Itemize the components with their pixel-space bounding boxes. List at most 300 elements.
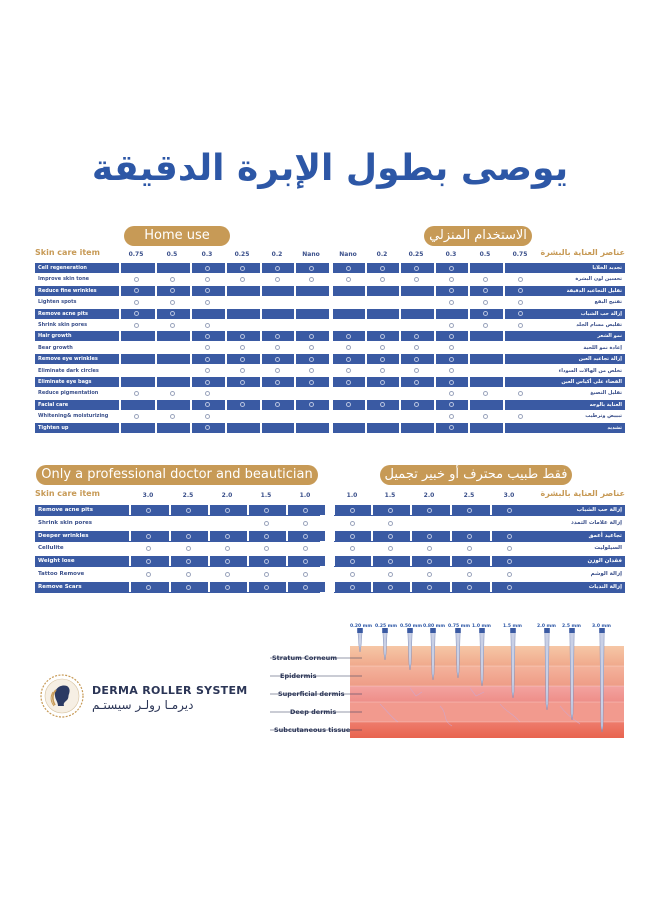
home-use-pill: Home use [124,226,230,246]
table-row [35,556,320,567]
table-row [35,331,325,341]
row-label: Remove Scars [38,583,82,590]
cell-divider [434,309,469,319]
column-header: 0.2 [271,251,283,258]
cell-divider [503,331,538,341]
recommended-dot-icon [388,534,393,539]
recommended-dot-icon [380,334,385,339]
recommended-dot-icon [518,311,523,316]
row-label: Facial care [38,401,69,408]
recommended-dot-icon [225,585,230,590]
page-title: يوصى بطول الإبرة الدقيقة [91,148,569,189]
recommended-dot-icon [467,546,472,551]
recommended-dot-icon [186,546,191,551]
recommended-dot-icon [205,288,210,293]
recommended-dot-icon [449,414,454,419]
row-label: إزالة حب الشباب [576,507,622,513]
recommended-dot-icon [388,521,393,526]
table-row [35,569,320,580]
item-header: عناصر العناية بالبشرة [540,248,625,257]
cell-divider [294,286,329,296]
row-label: العناية بالوجه [589,401,622,408]
table-row [334,411,625,421]
layer-label-subcutaneous-tissue: Subcutaneous tissue [274,726,351,734]
recommended-dot-icon [388,572,393,577]
row-label: إزالة الوشم [590,571,622,577]
recommended-dot-icon [309,357,314,362]
recommended-dot-icon [170,288,175,293]
cell-divider [119,263,154,273]
recommended-dot-icon [205,380,210,385]
recommended-dot-icon [380,380,385,385]
recommended-dot-icon [518,414,523,419]
recommended-dot-icon [518,277,523,282]
recommended-dot-icon [414,402,419,407]
recommended-dot-icon [205,345,210,350]
recommended-dot-icon [134,277,139,282]
row-label: إزالة تجاعيد العين [578,356,622,363]
cell-divider [155,331,190,341]
column-header: 1.5 [384,492,396,499]
table-row [334,354,625,364]
recommended-dot-icon [380,402,385,407]
cell-divider [503,354,538,364]
recommended-dot-icon [170,323,175,328]
recommended-dot-icon [146,559,151,564]
recommended-dot-icon [427,534,432,539]
row-label: إعادة نمو اللحية [583,344,622,351]
recommended-dot-icon [170,414,175,419]
cell-divider [468,377,503,387]
needle-size-label: 2.0 mm [537,624,556,629]
needle-size-label: 2.5 mm [562,624,581,629]
recommended-dot-icon [240,368,245,373]
row-label: تفتيح البقع [594,299,622,306]
layer-label-superficial-dermis: Superficial dermis [278,690,345,698]
row-label: نمو الشعر [597,333,622,340]
recommended-dot-icon [240,380,245,385]
recommended-dot-icon [507,572,512,577]
needle-size-label: 0.75 mm [448,624,471,629]
cell-divider [119,331,154,341]
column-header: Nano [302,251,320,258]
recommended-dot-icon [467,534,472,539]
recommended-dot-icon [264,534,269,539]
column-header: 1.0 [346,492,358,499]
row-label: Reduce pigmentation [38,390,99,397]
table-row [35,274,325,284]
row-label: تقليل التصبغ [590,390,622,397]
recommended-dot-icon [275,380,280,385]
recommended-dot-icon [309,334,314,339]
cell-divider [190,309,225,319]
recommended-dot-icon [225,572,230,577]
recommended-dot-icon [350,559,355,564]
table-row [35,366,325,376]
recommended-dot-icon [146,546,151,551]
row-label: Bear growth [38,344,73,351]
recommended-dot-icon [449,266,454,271]
cell-divider [155,400,190,410]
row-label: تشديد [607,424,622,431]
table-row [35,309,325,319]
needle-size-label: 0.20 mm [350,624,373,629]
cell-divider [468,400,503,410]
row-label: Lighten spots [38,299,77,306]
cell-divider [260,309,295,319]
cell-divider [119,377,154,387]
recommended-dot-icon [380,266,385,271]
table-row [35,320,325,330]
table-row [35,354,325,364]
needle-size-label: 0.50 mm [400,624,423,629]
item-header: Skin care item [35,489,100,498]
recommended-dot-icon [186,534,191,539]
recommended-dot-icon [467,559,472,564]
recommended-dot-icon [414,277,419,282]
recommended-dot-icon [186,572,191,577]
recommended-dot-icon [346,368,351,373]
needle-size-label: 0.80 mm [423,624,446,629]
recommended-dot-icon [346,334,351,339]
recommended-dot-icon [275,402,280,407]
recommended-dot-icon [205,323,210,328]
recommended-dot-icon [309,368,314,373]
row-label: Eliminate dark circles [38,367,99,374]
professional-pill: Only a professional doctor and beautician [36,465,318,485]
row-label: Hair growth [38,333,72,340]
layer-label-stratum-corneum: Stratum Corneum [272,654,338,662]
recommended-dot-icon [264,521,269,526]
row-label: Tighten up [38,424,69,431]
table-row [334,569,625,580]
table-row [35,263,325,273]
column-header: 0.5 [479,251,491,258]
column-header: 1.0 [299,492,311,499]
home-use-pill-ar: الاستخدام المنزلي [424,226,532,246]
cell-divider [365,423,400,433]
recommended-dot-icon [134,414,139,419]
row-label: Cellulite [38,545,64,552]
recommended-dot-icon [380,357,385,362]
recommended-dot-icon [483,323,488,328]
table-row [334,343,625,353]
cell-divider [155,377,190,387]
recommended-dot-icon [427,559,432,564]
cell-divider [399,309,434,319]
item-header: عناصر العناية بالبشرة [540,489,625,498]
row-label: القضاء على أكياس العين [561,379,622,385]
row-label: تخلص من الهالات السوداء [558,367,622,374]
recommended-dot-icon [350,546,355,551]
row-label: إزالة الندبات [588,583,622,590]
needle-size-label: 0.25 mm [375,624,398,629]
recommended-dot-icon [388,546,393,551]
cell-divider [119,354,154,364]
recommended-dot-icon [303,521,308,526]
recommended-dot-icon [350,534,355,539]
table-row [35,423,325,433]
column-header: 0.75 [128,251,144,258]
row-label: تجديد الخلايا [592,265,622,271]
recommended-dot-icon [205,266,210,271]
recommended-dot-icon [380,368,385,373]
table-row [334,320,625,330]
logo-text-en: DERMA ROLLER SYSTEM [92,684,248,697]
table-row [35,411,325,421]
recommended-dot-icon [146,508,151,513]
recommended-dot-icon [414,345,419,350]
row-label: السيلوليت [594,545,622,552]
recommended-dot-icon [483,414,488,419]
table-row [334,377,625,387]
recommended-dot-icon [346,277,351,282]
column-header: 0.5 [166,251,178,258]
recommended-dot-icon [205,334,210,339]
cell-divider [468,423,503,433]
recommended-dot-icon [507,585,512,590]
recommended-dot-icon [483,288,488,293]
table-row [334,388,625,398]
recommended-dot-icon [303,572,308,577]
recommended-dot-icon [507,559,512,564]
recommended-dot-icon [134,391,139,396]
row-label: Whitening& moisturizing [38,413,109,420]
recommended-dot-icon [275,345,280,350]
recommended-dot-icon [346,402,351,407]
table-row [334,297,625,307]
cell-divider [225,423,260,433]
recommended-dot-icon [427,585,432,590]
recommended-dot-icon [146,534,151,539]
recommended-dot-icon [275,357,280,362]
recommended-dot-icon [350,521,355,526]
recommended-dot-icon [240,334,245,339]
recommended-dot-icon [170,277,175,282]
cell-divider [260,423,295,433]
column-header: 0.3 [445,251,457,258]
recommended-dot-icon [483,391,488,396]
recommended-dot-icon [240,357,245,362]
recommended-dot-icon [346,380,351,385]
row-label: إزالة علامات التمدد [571,519,622,526]
recommended-dot-icon [205,391,210,396]
column-header: 2.0 [221,492,233,499]
recommended-dot-icon [309,380,314,385]
column-header: 2.0 [423,492,435,499]
column-header: 0.3 [201,251,213,258]
table-row [334,400,625,410]
recommended-dot-icon [303,534,308,539]
recommended-dot-icon [205,368,210,373]
recommended-dot-icon [388,559,393,564]
recommended-dot-icon [449,277,454,282]
table-row [35,388,325,398]
recommended-dot-icon [346,357,351,362]
recommended-dot-icon [264,546,269,551]
recommended-dot-icon [240,266,245,271]
row-label: Deeper wrinkles [38,532,89,539]
recommended-dot-icon [427,508,432,513]
item-header: Skin care item [35,248,100,257]
layer-label-deep-dermis: Deep dermis [290,708,337,716]
table-row [334,286,625,296]
logo-text-ar: ديرمـا رولـر سيستـم [92,698,194,712]
column-header: 2.5 [463,492,475,499]
recommended-dot-icon [303,546,308,551]
table-row [334,331,625,341]
column-header: 0.75 [512,251,528,258]
recommended-dot-icon [170,300,175,305]
table-row [334,423,625,433]
table-row [334,309,625,319]
table-row [35,582,320,593]
recommended-dot-icon [186,508,191,513]
recommended-dot-icon [427,572,432,577]
recommended-dot-icon [264,508,269,513]
cell-divider [260,286,295,296]
recommended-dot-icon [134,323,139,328]
table-row [334,263,625,273]
recommended-dot-icon [483,277,488,282]
recommended-dot-icon [350,572,355,577]
row-label: Shrink skin pores [38,519,93,526]
cell-divider [119,423,154,433]
recommended-dot-icon [134,300,139,305]
table-row [334,582,625,593]
recommended-dot-icon [380,277,385,282]
recommended-dot-icon [467,585,472,590]
needle-size-label: 1.5 mm [503,624,522,629]
table-row [334,531,625,542]
recommended-dot-icon [449,323,454,328]
skin-layers-diagram [270,622,624,740]
recommended-dot-icon [507,508,512,513]
table-row [35,297,325,307]
cell-divider [331,286,366,296]
row-label: فقدان الوزن [587,558,622,565]
cell-divider [365,309,400,319]
table-row [35,543,320,554]
recommended-dot-icon [303,559,308,564]
column-header: 0.25 [408,251,424,258]
recommended-dot-icon [483,311,488,316]
row-label: Remove acne pits [38,310,88,317]
cell-divider [468,331,503,341]
recommended-dot-icon [264,559,269,564]
recommended-dot-icon [303,585,308,590]
recommended-dot-icon [240,277,245,282]
recommended-dot-icon [264,572,269,577]
cell-divider [225,309,260,319]
needle-size-label: 3.0 mm [592,624,611,629]
row-label: تبييض وترطيب [585,413,622,420]
cell-divider [399,423,434,433]
recommended-dot-icon [146,585,151,590]
cell-divider [225,286,260,296]
recommended-dot-icon [449,334,454,339]
recommended-dot-icon [414,380,419,385]
recommended-dot-icon [518,300,523,305]
row-label: Weight lose [38,558,75,565]
recommended-dot-icon [388,508,393,513]
recommended-dot-icon [309,266,314,271]
table-row [35,400,325,410]
table-row [334,543,625,554]
recommended-dot-icon [240,402,245,407]
recommended-dot-icon [414,334,419,339]
recommended-dot-icon [205,300,210,305]
recommended-dot-icon [414,266,419,271]
column-header: 1.5 [260,492,272,499]
column-header: Nano [339,251,357,258]
recommended-dot-icon [449,357,454,362]
cell-divider [155,263,190,273]
cell-divider [503,377,538,387]
table-row [35,505,320,516]
recommended-dot-icon [225,508,230,513]
row-label: Tattoo Remove [38,571,85,577]
cell-divider [399,286,434,296]
recommended-dot-icon [467,508,472,513]
row-label: Cell regeneration [38,265,87,271]
recommended-dot-icon [449,345,454,350]
recommended-dot-icon [449,402,454,407]
recommended-dot-icon [483,300,488,305]
recommended-dot-icon [449,425,454,430]
table-row [334,274,625,284]
professional-pill-ar: فقط طبيب محترف أو خبير تجميل [380,465,572,485]
recommended-dot-icon [264,585,269,590]
row-label: تقليل التجاعيد الدقيقة [566,287,622,294]
recommended-dot-icon [507,534,512,539]
recommended-dot-icon [449,368,454,373]
recommended-dot-icon [467,572,472,577]
cell-divider [331,309,366,319]
recommended-dot-icon [205,357,210,362]
column-header: 0.25 [234,251,250,258]
recommended-dot-icon [449,391,454,396]
table-row [35,343,325,353]
recommended-dot-icon [275,277,280,282]
row-label: Reduce fine wrinkles [38,287,97,294]
recommended-dot-icon [134,311,139,316]
cell-divider [468,354,503,364]
column-header: 3.0 [503,492,515,499]
table-row [35,531,320,542]
needle-size-label: 1.0 mm [472,624,491,629]
recommended-dot-icon [134,288,139,293]
table-row [334,556,625,567]
recommended-dot-icon [449,300,454,305]
recommended-dot-icon [518,391,523,396]
recommended-dot-icon [427,546,432,551]
row-label: Improve skin tone [38,276,90,283]
column-header: 3.0 [142,492,154,499]
recommended-dot-icon [275,368,280,373]
table-row [35,377,325,387]
recommended-dot-icon [205,425,210,430]
recommended-dot-icon [186,585,191,590]
recommended-dot-icon [309,345,314,350]
cell-divider [503,400,538,410]
row-label: تجاعيد أعمق [588,532,622,539]
row-label: Eliminate eye bags [38,379,92,385]
recommended-dot-icon [275,266,280,271]
row-label: تحسين لون البشرة [575,276,622,283]
cell-divider [503,263,538,273]
row-label: Shrink skin pores [38,322,88,328]
